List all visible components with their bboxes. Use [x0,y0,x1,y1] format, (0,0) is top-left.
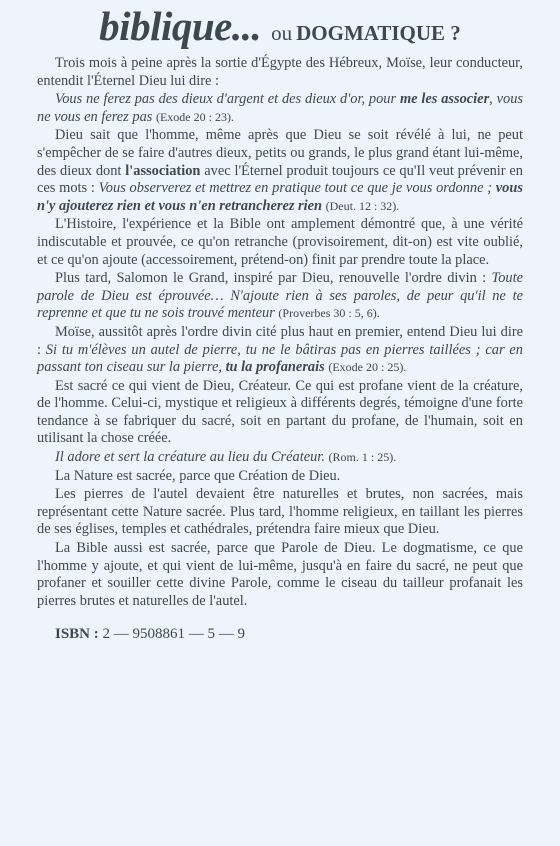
paragraph-autel [37,324,523,377]
p3-text: Dieu sait que l'homme, même après que Dieu se soit révélé à lui, ne peut s'empêcher de se faire d'autres dieux, petits ou grands, le plus grand étant lui-même, des dieux dont [37,127,523,179]
p7-text: Est sacré ce qui vient de Dieu, Créateur. Ce qui est profane vient de la créature, de l'homme. Celui-ci, mystique et religieux à différents degrés, témoigne d'une forte tendance à se fabriquer du sacré, soit en partant du profane, de l'humain, soit en utilisant la chose créée. [37,377,523,447]
title-second: DOGMATIQUE ? [296,21,461,45]
p6-quote: Si tu m'élèves un autel de pierre, tu ne le bâtiras pas en pierres taillées ; car en passant ton ciseau sur la pierre, [37,341,523,376]
title-connector: ou [271,21,293,45]
paragraph-bible-dogmatisme [37,540,523,610]
p8-reference: (Rom. 1 : 25). [328,450,397,465]
p6-reference: (Exode 20 : 25). [328,360,407,375]
p4-text: L'Histoire, l'expérience et la Bible ont amplement démontré que, à une vérité indiscutable et prouvée, ce qu'on retranche (provisoirement, dit-on) est vite oublié, et ce qu'on ajoute (accessoirement, prétend-on) finit par prendre toute la place. [37,216,523,268]
p6-emphasis: tu la profanerais [225,359,325,376]
paragraph-association [37,127,523,215]
isbn-label: ISBN : [55,626,99,643]
p8-quote: Il adore et sert la créature au lieu du Créateur. [55,449,325,466]
paragraph-pierres [37,486,523,539]
isbn-line [37,626,523,643]
paragraph-histoire [37,216,523,269]
p2-quote: Vous ne ferez pas des dieux d'argent et des dieux d'or, pour [55,91,397,108]
p5-reference: (Proverbes 30 : 5, 6). [278,306,380,321]
title-second-part [271,21,461,45]
p3-quote: Vous observerez et mettrez en pratique tout ce que je vous ordonne ; [98,180,493,197]
p11-text: La Bible aussi est sacrée, parce que Parole de Dieu. Le dogmatisme, ce que l'homme y ajoute, et qui vient de lui-même, jusqu'à en faire du sacré, ne peut que profaner et souiller cette divine Parole, comme le ciseau du tailleur profanait les pierres brutes et naturelles de l'autel. [37,540,523,609]
p9-text: La Nature est sacrée, parce que Création de Dieu. [55,467,341,484]
paragraph-sacre-profane [37,378,523,448]
p3-emphasis: vous n'y ajouterez rien et vous n'en retrancherez rien [37,180,523,214]
p5-text: Plus tard, Salomon le Grand, inspiré par Dieu, renouvelle l'ordre divin : [55,270,487,287]
paragraph-quote-exode-20-23 [37,91,523,126]
p3-reference: (Deut. 12 : 32). [325,198,400,213]
paragraph-salomon [37,270,523,323]
p2-quote-end: , vous ne vous en ferez pas [37,91,523,125]
p1-text: Trois mois à peine après la sortie d'Égypte des Hébreux, Moïse, leur conducteur, entendit l'Éternel Dieu lui dire : [37,55,523,89]
p2-reference: (Exode 20 : 23). [155,109,234,124]
p3-bold: l'association [125,162,201,179]
paragraph-intro [37,55,523,90]
isbn-value: 2 — 9508861 — 5 — 9 [102,626,246,643]
paragraph-nature [37,468,523,486]
p2-emphasis: me les associer [399,91,490,108]
page-title [37,3,523,49]
p6-text: Moïse, aussitôt après l'ordre divin cité plus haut en premier, entend Dieu lui dire : [37,323,523,358]
p10-text: Les pierres de l'autel devaient être naturelles et brutes, non sacrées, mais représentant cette Nature sacrée. Plus tard, l'homme religieux, en taillant les pierres de ses églises, temples et cathédrales, prétendra faire mieux que Dieu. [37,486,523,538]
paragraph-romains [37,449,523,467]
p5-quote: Toute parole de Dieu est éprouvée… N'ajoute rien à ses paroles, de peur qu'il ne te reprenne et que tu ne sois trouvé menteur [37,270,523,322]
p3-text-2: avec l'Éternel produit toujours ce qu'Il veut prévenir en ces mots : [37,162,523,197]
title-main: biblique... [99,3,262,49]
